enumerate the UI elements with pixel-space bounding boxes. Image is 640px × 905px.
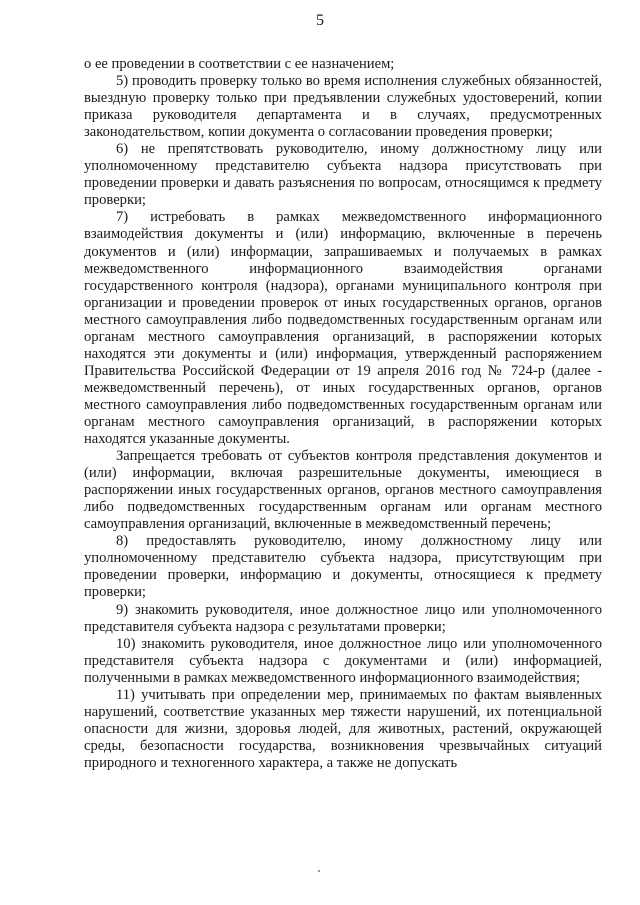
paragraph-item-7: 7) истребовать в рамках межведомственного информационного взаимодействия документы и (или) информацию, включенные в перечень документов и (или) информации, запрашиваемых и получаемых в рамках межведомственного информационного взаимодействия органами государственного контроля (надзора), органами муниципального контроля при организации и проведении проверок от иных государственных органов, органов местного самоуправления либо подведомственных государственным органам или органам местного самоуправления организаций, в распоряжении которых находятся эти документы и (или) информация, утвержденный распоряжением Правительства Российской Федерации от 19 апреля 2016 год № 724-р (далее - межведомственный перечень), от иных государственных органов, органов местного самоуправления либо подведомственных государственным органам или органам местного самоуправления организаций, в распоряжении которых находятся указанные документы. [84,209,602,448]
scan-speck [318,870,320,872]
paragraph-continuation: о ее проведении в соответствии с ее назначением; [84,56,395,72]
paragraph-item-11: 11) учитывать при определении мер, принимаемых по фактам выявленных нарушений, соответствие указанных мер тяжести нарушений, их потенциальной опасности для жизни, здоровья людей, для животных, растений, окружающей среды, безопасности государства, возникновения чрезвычайных ситуаций природного и техногенного характера, а также не допускать [84,686,602,771]
page-number: 5 [316,12,324,29]
paragraph-prohibition: Запрещается требовать от субъектов контроля представления документов и (или) информации, включая разрешительные документы, имеющиеся в распоряжении иных государственных органов, органов местного самоуправления либо подведомственных государственным органам или органам местного самоуправления организаций, включенные в межведомственный перечень; [84,448,602,533]
paragraph-item-8: 8) предоставлять руководителю, иному должностному лицу или уполномоченному представителю субъекта надзора, присутствующим при проведении проверки, информацию и документы, относящиеся к предмету проверки; [84,533,602,601]
paragraph-item-10: 10) знакомить руководителя, иное должностное лицо или уполномоченного представителя субъекта надзора с документами и (или) информацией, полученными в рамках межведомственного информационного взаимодействия; [84,635,602,686]
paragraph-item-9: 9) знакомить руководителя, иное должностное лицо или уполномоченного представителя субъекта надзора с результатами проверки; [84,601,602,635]
document-body [84,56,602,772]
paragraph-item-6: 6) не препятствовать руководителю, иному должностному лицу или уполномоченному представителю субъекта надзора присутствовать при проведении проверки и давать разъяснения по вопросам, относящимся к предмету проверки; [84,141,602,209]
paragraph-item-5: 5) проводить проверку только во время исполнения служебных обязанностей, выездную проверку только при предъявлении служебных удостоверений, копии приказа руководителя департамента и в случаях, предусмотренных законодательством, копии документа о согласовании проведения проверки; [84,73,602,141]
